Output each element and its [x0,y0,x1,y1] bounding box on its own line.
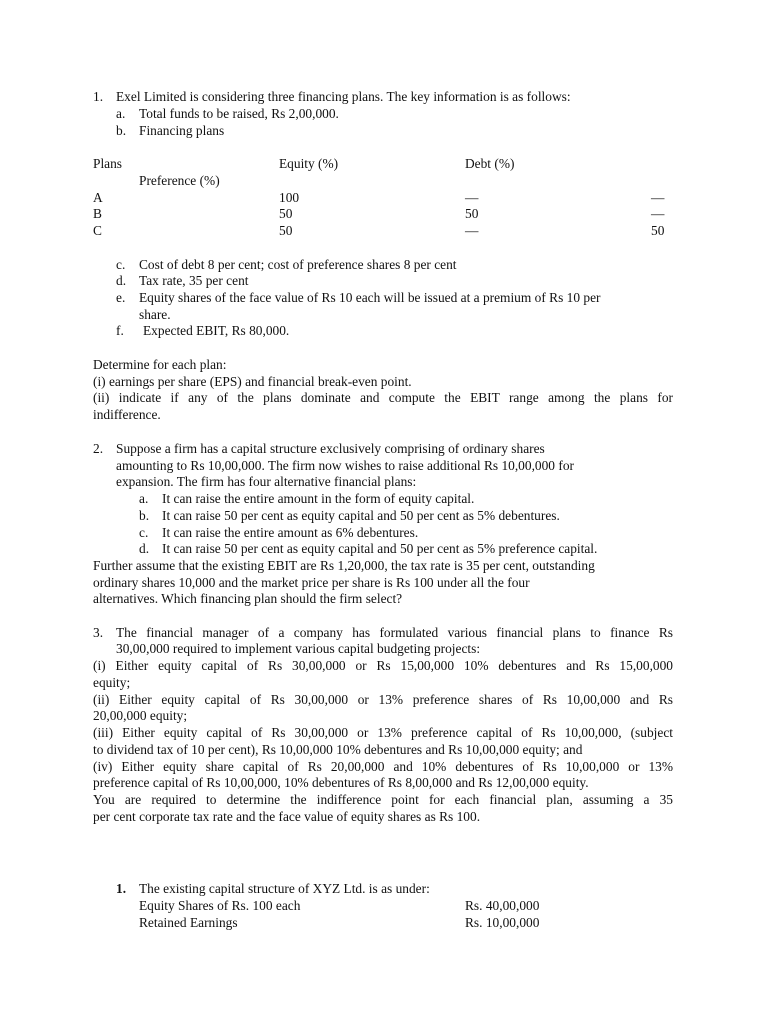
q1-c-text: Cost of debt 8 per cent; cost of preference shares 8 per cent [139,257,457,272]
q2-b-marker: b. [139,508,150,523]
q2-a-marker: a. [139,491,149,506]
q1-determine: Determine for each plan: [93,357,227,372]
table-header-debt: Debt (%) [465,156,515,171]
q2-b-text: It can raise 50 per cent as equity capital and 50 per cent as 5% debentures. [162,508,560,523]
capital-row-label: Equity Shares of Rs. 100 each [139,898,301,913]
capital-row-value: Rs. 10,00,000 [465,915,540,930]
q1-e-text: Equity shares of the face value of Rs 10 each will be issued at a premium of Rs 10 per [139,290,601,305]
q1-b-text: Financing plans [139,123,225,138]
q3-option-iii-cont: to dividend tax of 10 per cent), Rs 10,00,000 10% debentures and Rs 10,00,000 equity; and [93,742,583,757]
q1-e-marker: e. [116,290,126,305]
q3-line: 30,00,000 required to implement various capital budgeting projects: [116,641,481,656]
q1-c-marker: c. [116,257,126,272]
table-header-plans: Plans [93,156,123,171]
table-cell-equity: 50 [279,206,293,221]
table-cell-preference: — [651,190,665,205]
q4-intro: The existing capital structure of XYZ Ltd. is as under: [139,881,430,896]
table-cell-debt: — [465,223,479,238]
q2-further: ordinary shares 10,000 and the market price per share is Rs 100 under all the four [93,575,530,590]
q1-e-text-cont: share. [139,307,171,322]
q2-c-marker: c. [139,525,149,540]
q2-a-text: It can raise the entire amount in the form of equity capital. [162,491,475,506]
q3-option-ii-cont: 20,00,000 equity; [93,708,188,723]
capital-row-label: Retained Earnings [139,915,238,930]
q1-number: 1. [93,89,104,104]
q1-a-text: Total funds to be raised, Rs 2,00,000. [139,106,339,121]
q4-number: 1. [116,881,127,896]
q3-instruction-cont: per cent corporate tax rate and the face value of equity shares as Rs 100. [93,809,481,824]
table-cell-equity: 50 [279,223,293,238]
q2-d-text: It can raise 50 per cent as equity capital and 50 per cent as 5% preference capital. [162,541,598,556]
q1-intro: Exel Limited is considering three financing plans. The key information is as follows: [116,89,571,104]
q1-d-text: Tax rate, 35 per cent [139,273,249,288]
q3-option-i-cont: equity; [93,675,131,690]
q1-f-text: Expected EBIT, Rs 80,000. [143,323,290,338]
table-cell-preference: — [651,206,665,221]
table-header-preference: Preference (%) [139,173,220,188]
q3-option-iv: (iv) Either equity share capital of Rs 20,00,000 and 10% debentures of Rs 10,00,000 or 13% [93,759,673,774]
q2-c-text: It can raise the entire amount as 6% debentures. [162,525,419,540]
table-cell-equity: 100 [279,190,300,205]
table-cell-plan: C [93,223,102,238]
q1-part-ii: (ii) indicate if any of the plans dominate and compute the EBIT range among the plans for [93,390,673,405]
table-cell-preference: 50 [651,223,665,238]
q2-further: Further assume that the existing EBIT are Rs 1,20,000, the tax rate is 35 per cent, outstanding [93,558,595,573]
q2-line: amounting to Rs 10,00,000. The firm now wishes to raise additional Rs 10,00,000 for [116,458,574,473]
q1-d-marker: d. [116,273,127,288]
q3-line: The financial manager of a company has formulated various financial plans to finance Rs [116,625,673,640]
table-cell-debt: — [465,190,479,205]
q3-number: 3. [93,625,104,640]
q1-b-marker: b. [116,123,127,138]
q2-further: alternatives. Which financing plan should the firm select? [93,591,403,606]
q2-line: Suppose a firm has a capital structure exclusively comprising of ordinary shares [116,441,545,456]
q2-d-marker: d. [139,541,150,556]
q3-option-ii: (ii) Either equity capital of Rs 30,00,000 or 13% preference shares of Rs 10,00,000 and Rs [93,692,673,707]
q1-f-marker: f. [116,323,124,338]
q1-part-ii-cont: indifference. [93,407,161,422]
q3-option-iv-cont: preference capital of Rs 10,00,000, 10% debentures of Rs 8,00,000 and Rs 12,00,000 equity. [93,775,589,790]
q1-part-i: (i) earnings per share (EPS) and financial break-even point. [93,374,412,389]
q3-option-iii: (iii) Either equity capital of Rs 30,00,000 or 13% preference capital of Rs 10,00,000, (subject [93,725,673,740]
q2-number: 2. [93,441,104,456]
table-header-equity: Equity (%) [279,156,339,171]
q1-a-marker: a. [116,106,126,121]
q3-option-i: (i) Either equity capital of Rs 30,00,000 or Rs 15,00,000 10% debentures and Rs 15,00,000 [93,658,673,673]
table-cell-plan: A [93,190,103,205]
capital-row-value: Rs. 40,00,000 [465,898,540,913]
table-cell-plan: B [93,206,102,221]
table-cell-debt: 50 [465,206,479,221]
q3-instruction: You are required to determine the indifference point for each financial plan, assuming a 35 [93,792,673,807]
q2-line: expansion. The firm has four alternative financial plans: [116,474,417,489]
